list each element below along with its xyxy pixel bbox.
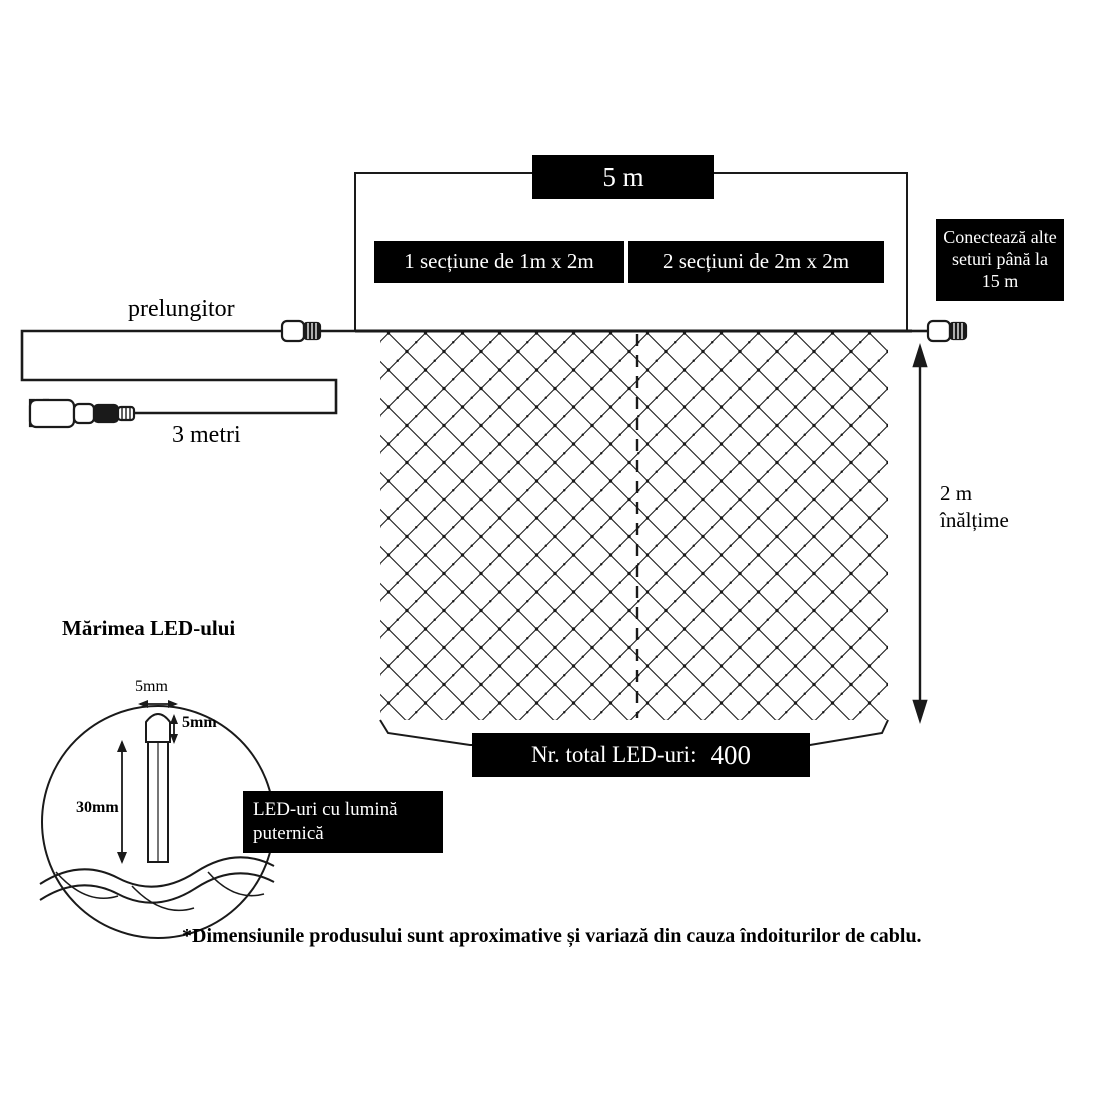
total-leds-value: 400 xyxy=(710,739,751,770)
power-plug-icon xyxy=(30,400,134,427)
width-label xyxy=(532,155,714,199)
total-leds-label xyxy=(472,733,810,777)
footnote: *Dimensiunile produsului sunt aproximative și variază din cauza îndoiturilor de cablu. xyxy=(182,925,922,947)
led-bulb-detail xyxy=(40,700,274,938)
height-label xyxy=(940,480,1050,535)
height-label-line2: înălțime xyxy=(940,508,1009,533)
section-2-label xyxy=(628,241,884,283)
led-net xyxy=(355,331,912,745)
width-label-text: 5 m xyxy=(602,161,644,192)
section-1-text: 1 secțiune de 1m x 2m xyxy=(404,249,594,274)
connect-more-label xyxy=(936,219,1064,301)
cable-connector-right-icon xyxy=(912,321,966,341)
section-1-label xyxy=(374,241,624,283)
bright-led-note xyxy=(243,791,443,853)
cable-connector-left-icon xyxy=(282,321,320,341)
extension-cable-label: prelungitor xyxy=(128,296,235,322)
height-arrow xyxy=(914,347,926,720)
section-2-text: 2 secțiuni de 2m x 2m xyxy=(662,249,850,274)
connect-more-text: Conectează alte seturi până la 15 m xyxy=(943,227,1057,291)
led-height-dimension: 30mm xyxy=(76,799,119,816)
led-size-heading: Mărimea LED-ului xyxy=(62,616,236,640)
height-label-line1: 2 m xyxy=(940,481,973,505)
led-width-dimension: 5mm xyxy=(135,678,168,695)
total-leds-caption: Nr. total LED-uri: xyxy=(531,741,697,767)
bright-led-note-text: LED-uri cu lumină puternică xyxy=(253,799,398,844)
led-head-dimension: 5mm xyxy=(182,714,217,731)
lead-length-label: 3 metri xyxy=(172,422,241,448)
